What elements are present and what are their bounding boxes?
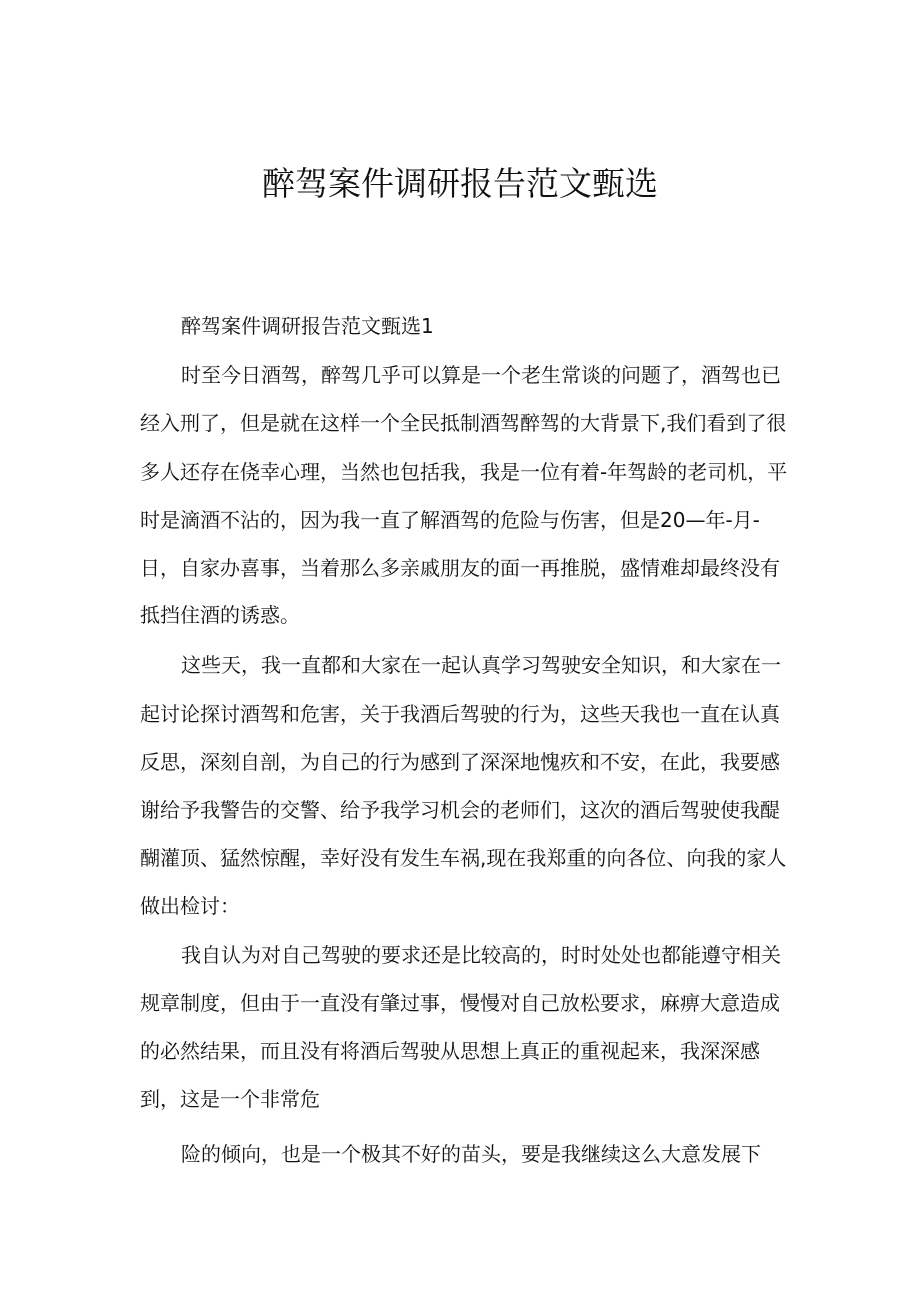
paragraph-line: 抵挡住酒的诱惑。: [140, 603, 300, 627]
paragraph-line: 时是滴酒不沾的，因为我一直了解酒驾的危险与伤害，但是20—年-月-: [140, 508, 760, 532]
paragraph-line: 险的倾向，也是一个极其不好的苗头，要是我继续这么大意发展下: [181, 1142, 761, 1166]
document-title: 醉驾案件调研报告范文甄选: [262, 164, 658, 203]
paragraph-line: 我自认为对自己驾驶的要求还是比较高的，时时处处也都能遵守相关: [181, 943, 781, 967]
paragraph-line: 这些天，我一直都和大家在一起认真学习驾驶安全知识，和大家在一: [181, 653, 781, 677]
paragraph-line: 的必然结果，而且没有将酒后驾驶从思想上真正的重视起来，我深深感: [140, 1039, 760, 1063]
paragraph-line: 谢给予我警告的交警、给予我学习机会的老师们，这次的酒后驾驶使我醍: [140, 798, 780, 822]
paragraph-line: 醐灌顶、猛然惊醒，幸好没有发生车祸,现在我郑重的向各位、向我的家人: [140, 846, 787, 870]
section-heading: 醉驾案件调研报告范文甄选1: [181, 314, 434, 338]
paragraph-line: 多人还存在侥幸心理，当然也包括我，我是一位有着-年驾龄的老司机，平: [140, 460, 788, 484]
paragraph-line: 时至今日酒驾，醉驾几乎可以算是一个老生常谈的问题了，酒驾也已: [181, 363, 781, 387]
paragraph-line: 反思，深刻自剖，为自己的行为感到了深深地愧疚和不安，在此，我要感: [140, 750, 780, 774]
paragraph-line: 起讨论探讨酒驾和危害，关于我酒后驾驶的行为，这些天我也一直在认真: [140, 702, 780, 726]
paragraph-line: 到，这是一个非常危: [140, 1087, 320, 1111]
paragraph-line: 做出检讨：: [140, 894, 240, 918]
paragraph-line: 日，自家办喜事，当着那么多亲戚朋友的面一再推脱，盛情难却最终没有: [140, 556, 780, 580]
paragraph-line: 经入刑了，但是就在这样一个全民抵制酒驾醉驾的大背景下,我们看到了很: [140, 411, 787, 435]
paragraph-line: 规章制度，但由于一直没有肇过事，慢慢对自己放松要求，麻痹大意造成: [140, 991, 780, 1015]
